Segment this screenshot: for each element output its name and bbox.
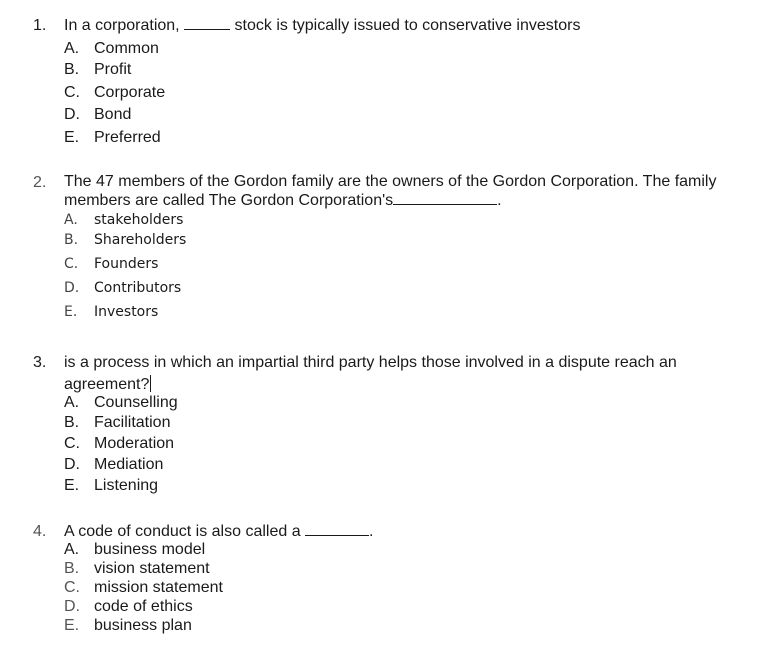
answer-blank [305, 523, 369, 536]
question-line-1: is a process in which an impartial third party helps those involved in a dispute reach an [64, 354, 677, 371]
option-letter: E. [64, 617, 80, 634]
option-text: vision statement [94, 560, 210, 577]
text-cursor [150, 375, 151, 392]
option-d[interactable] [64, 106, 131, 124]
option-a[interactable] [64, 541, 205, 559]
option-text: business model [94, 541, 206, 558]
question-text[interactable] [64, 15, 754, 37]
option-text: Facilitation [94, 414, 171, 431]
option-text: mission statement [94, 579, 223, 596]
option-d[interactable] [64, 280, 181, 296]
option-a[interactable] [64, 40, 159, 58]
question-number: 1. [33, 17, 47, 34]
option-letter: C. [64, 579, 80, 596]
question-text-before: members are called The Gordon Corporation's [64, 192, 394, 209]
answer-blank [184, 17, 230, 30]
option-letter: B. [64, 560, 80, 577]
question-number: 3. [33, 354, 47, 371]
option-text: Corporate [94, 84, 166, 101]
option-letter: C. [64, 435, 80, 452]
question-text-after: . [369, 523, 374, 540]
option-b[interactable] [64, 61, 131, 79]
question-line-2 [64, 374, 754, 396]
option-a[interactable] [64, 394, 178, 412]
option-d[interactable] [64, 456, 163, 474]
question-text[interactable] [64, 172, 754, 210]
option-c[interactable] [64, 579, 223, 597]
option-text: Common [94, 40, 159, 57]
option-c[interactable] [64, 435, 174, 453]
question-number: 2. [33, 174, 47, 191]
option-text: Investors [94, 304, 159, 320]
option-letter: E. [64, 304, 78, 320]
question-text-after: . [497, 192, 502, 209]
option-letter: B. [64, 61, 80, 78]
question-text-after: stock is typically issued to conservative investors [234, 17, 581, 34]
option-letter: C. [64, 84, 80, 101]
option-e[interactable] [64, 477, 158, 495]
question-text-before: A code of conduct is also called a [64, 523, 301, 540]
question-line-2 [64, 191, 754, 210]
option-text: Shareholders [94, 232, 187, 248]
option-text: Mediation [94, 456, 164, 473]
option-letter: B. [64, 232, 79, 248]
option-c[interactable] [64, 84, 165, 102]
option-text: Listening [94, 477, 159, 494]
option-text: stakeholders [94, 212, 184, 228]
option-letter: D. [64, 598, 80, 615]
option-text: Contributors [94, 280, 182, 296]
question-line-1: The 47 members of the Gordon family are the owners of the Gordon Corporation. The family [64, 173, 717, 190]
option-letter: A. [64, 212, 78, 228]
option-text: Preferred [94, 129, 161, 146]
option-a[interactable] [64, 212, 183, 228]
question-text[interactable] [64, 521, 754, 543]
answer-blank [393, 192, 497, 205]
option-e[interactable] [64, 617, 192, 635]
option-letter: E. [64, 129, 80, 146]
option-letter: D. [64, 456, 80, 473]
option-text: Moderation [94, 435, 175, 452]
option-text: Profit [94, 61, 132, 78]
option-text: code of ethics [94, 598, 193, 615]
option-b[interactable] [64, 560, 210, 578]
question-number: 4. [33, 523, 47, 540]
option-b[interactable] [64, 414, 170, 432]
option-letter: C. [64, 256, 79, 272]
option-letter: A. [64, 394, 80, 411]
option-e[interactable] [64, 304, 158, 320]
option-text: business plan [94, 617, 192, 634]
question-line-2-text: agreement? [64, 376, 150, 393]
question-text-before: In a corporation, [64, 17, 180, 34]
option-b[interactable] [64, 232, 186, 248]
question-text[interactable] [64, 352, 754, 396]
option-c[interactable] [64, 256, 158, 272]
option-text: Founders [94, 256, 159, 272]
option-letter: A. [64, 541, 80, 558]
option-e[interactable] [64, 129, 161, 147]
option-text: Bond [94, 106, 132, 123]
option-letter: D. [64, 280, 80, 296]
option-text: Counselling [94, 394, 178, 411]
option-letter: D. [64, 106, 80, 123]
option-letter: A. [64, 40, 80, 57]
option-letter: B. [64, 414, 80, 431]
option-d[interactable] [64, 598, 193, 616]
option-letter: E. [64, 477, 80, 494]
